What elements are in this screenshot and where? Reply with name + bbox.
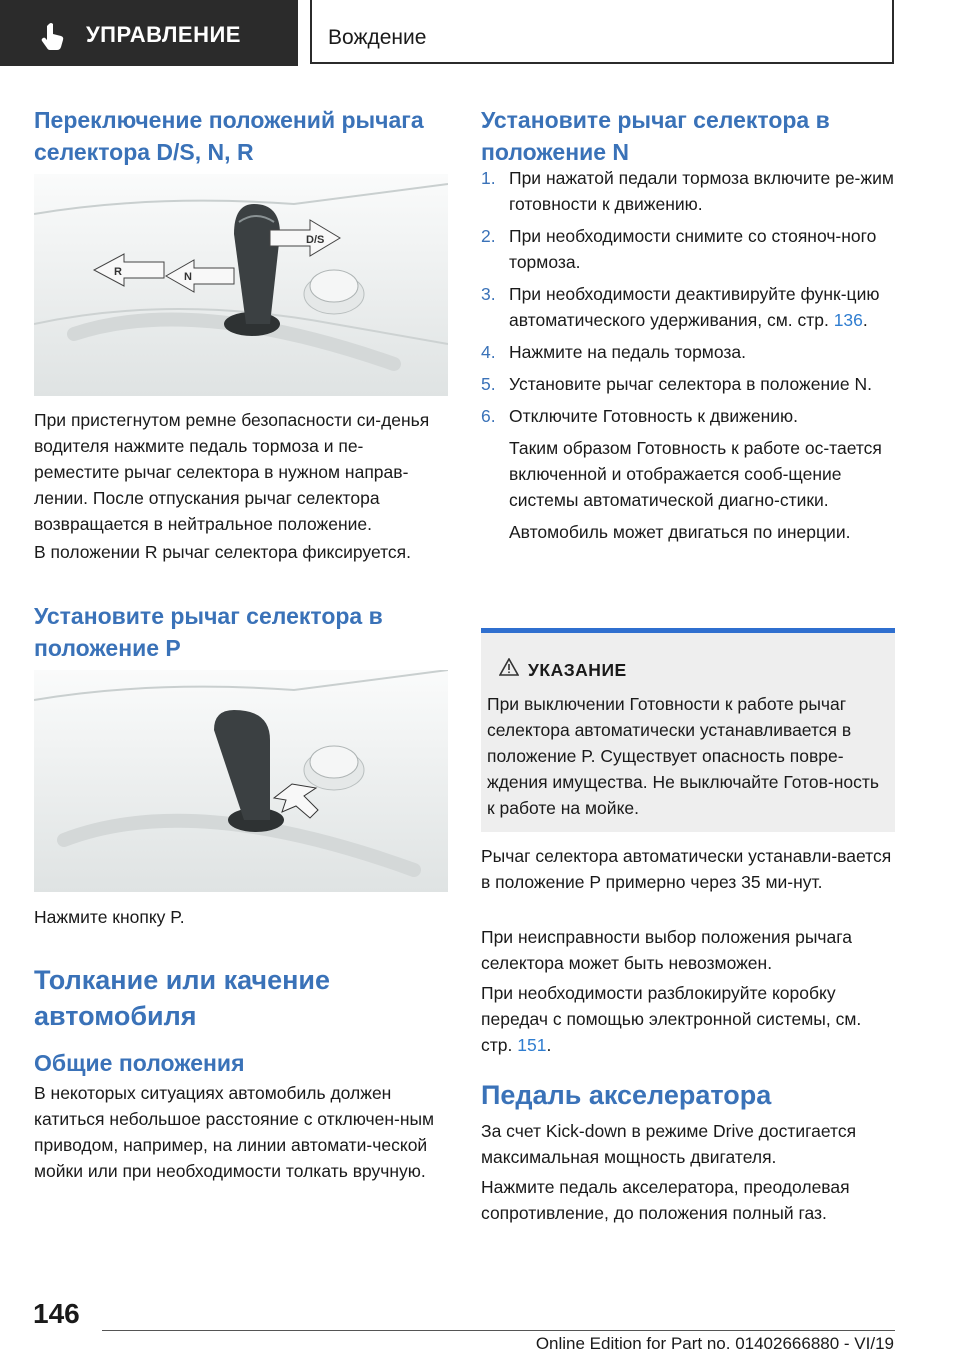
page-link-136[interactable]: 136 — [833, 310, 863, 330]
step-6-inertia: Автомобиль может двигаться по инерции. — [509, 522, 851, 542]
paragraph-r-lock: В положении R рычаг селектора фиксируется. — [34, 542, 412, 562]
warning-triangle-icon — [499, 658, 519, 676]
heading-general: Общие положения — [34, 1050, 245, 1076]
section-title: УПРАВЛЕНИЕ — [86, 22, 241, 47]
arrow-label-ds: D/S — [306, 234, 325, 246]
note-box — [481, 628, 895, 832]
heading-accelerator: Педаль акселератора — [481, 1080, 772, 1110]
paragraph-ds-instructions: При пристегнутом ремне безопасности си-денья водителя нажмите педаль тормоза и пе-реместите рычаг селектора в нужном направ-лении. После отпускания рычаг селектора возвращается в нейтральное положение. — [34, 410, 430, 534]
p-button-illustration — [34, 670, 448, 892]
section-tab — [0, 0, 298, 66]
subsection-title: Вождение — [328, 26, 427, 49]
subsection-box — [310, 0, 894, 64]
step-3-text: При необходимости деактивируйте функ-цию автоматического удерживания, см. стр. — [509, 284, 880, 330]
paragraph-auto-p: Рычаг селектора автоматически устанавли-вается в положение P примерно через 35 ми-нут. — [481, 846, 892, 892]
paragraph-press-p: Нажмите кнопку P. — [34, 907, 185, 927]
step-1: 1. При нажатой педали тормоза включите ре-жим готовности к движению. — [481, 168, 894, 214]
step-2: 2. При необходимости снимите со стояноч-ного тормоза. — [481, 226, 877, 272]
footer-divider — [102, 1330, 895, 1331]
step-6-text: Отключите Готовность к движению. — [509, 406, 799, 426]
arrow-label-n: N — [184, 271, 192, 283]
hand-pointer-icon — [40, 22, 66, 50]
heading-ds-n-r: Переключение положений рычага селектора D/S, N, R — [34, 107, 424, 165]
gear-selector-illustration — [34, 174, 448, 396]
step-6-detail: Таким образом Готовность к работе ос-тается включенной и отображается сооб-щение системы автоматической диагно-стики. — [509, 438, 882, 510]
page-link-151[interactable]: 151 — [517, 1035, 547, 1055]
step-4: 4. Нажмите на педаль тормоза. — [481, 342, 746, 362]
figure-gear-selector-p — [34, 670, 448, 892]
heading-position-n: Установите рычаг селектора в положение N — [481, 107, 830, 165]
step-5: 5. Установите рычаг селектора в положение N. — [481, 374, 873, 394]
paragraph-malfunction: При неисправности выбор положения рычага селектора может быть невозможен. — [481, 927, 853, 973]
arrow-label-r: R — [114, 266, 122, 278]
footer-edition: Online Edition for Part no. 01402666880 - VI/19 — [535, 1334, 894, 1353]
step-6: 6. Отключите Готовность к движению. Таким образом Готовность к работе ос-тается включенной и отображается сооб-щение системы автоматической диагно-стики. Автомобиль может двигаться по инерции. — [481, 403, 895, 545]
step-4-text: Нажмите на педаль тормоза. — [509, 342, 746, 362]
step-3: 3. При необходимости деактивируйте функ-цию автоматического удерживания, см. стр. 136. — [481, 284, 880, 330]
figure-gear-selector-ds-n-r — [34, 174, 448, 396]
heading-position-p: Установите рычаг селектора в положение P — [34, 603, 383, 661]
heading-pushing-rolling: Толкание или качение автомобиля — [34, 965, 331, 1031]
note-title: УКАЗАНИЕ — [528, 660, 627, 680]
step-5-text: Установите рычаг селектора в положение N. — [509, 374, 873, 394]
step-2-text: При необходимости снимите со стояноч-ного тормоза. — [509, 226, 877, 272]
paragraph-kickdown: За счет Kick-down в режиме Drive достигается максимальная мощность двигателя. — [481, 1121, 857, 1167]
paragraph-general: В некоторых ситуациях автомобиль должен катиться небольшое расстояние с отключен-ным приводом, например, на линии автомати-ческой мойки или при необходимости толкать вручную. — [34, 1083, 435, 1181]
steps-list — [481, 165, 895, 545]
step-1-text: При нажатой педали тормоза включите ре-жим готовности к движению. — [509, 168, 894, 214]
note-body: При выключении Готовности к работе рычаг селектора автоматически устанавливается в положение P. Существует опасность повре-ждения имущества. Не выключайте Готов-ность к работе на мойке. — [487, 694, 879, 818]
paragraph-full-throttle: Нажмите педаль акселератора, преодолевая сопротивление, до положения полный газ. — [481, 1177, 850, 1223]
page-number: 146 — [33, 1298, 80, 1329]
paragraph-unlock: При необходимости разблокируйте коробку передач с помощью электронной системы, см. стр. 151. — [481, 983, 862, 1055]
